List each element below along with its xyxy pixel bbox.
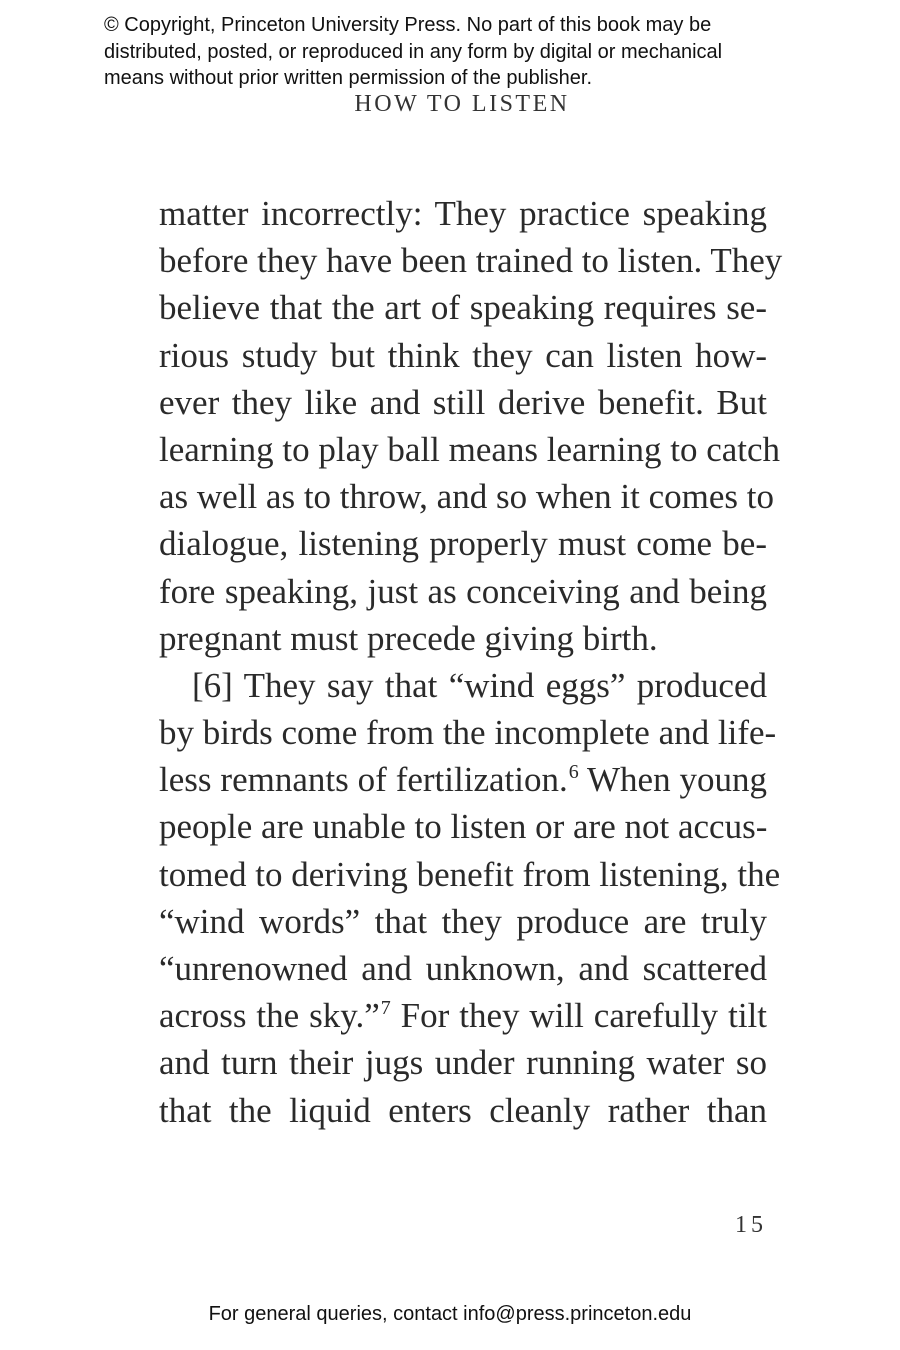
text-line: people are unable to listen or are not accus- [159,807,768,847]
text-line: as well as to throw, and so when it comes to [159,477,774,517]
footer-contact: For general queries, contact info@press.princeton.edu [208,1303,692,1325]
copyright-notice [104,12,824,92]
text-line: dialogue, listening properly must come be- [159,524,767,564]
copyright-line: means without prior written permission of the publisher. [104,67,593,89]
footnote-reference-7[interactable]: 7 [380,997,391,1020]
text-line: [6] They say that “wind eggs” produced [192,665,767,705]
text-line: tomed to deriving benefit from listening, the [159,854,781,894]
text-line: believe that the art of speaking requires se- [159,288,767,328]
text-line: rious study but think they can listen how- [159,335,767,375]
text-segment: For they will carefully tilt [390,996,767,1036]
text-line: pregnant must precede giving birth. [159,618,658,658]
text-line: and turn their jugs under running water so [159,1043,767,1083]
text-line: ever they like and still derive benefit. But [159,382,767,422]
text-line: learning to play ball means learning to catch [159,429,781,469]
text-line [159,992,767,1039]
text-segment: less remnants of fertilization. [159,760,568,800]
text-line: matter incorrectly: They practice speaking [159,194,767,233]
text-line: before they have been trained to listen. They [159,241,783,281]
text-line: “unrenowned and unknown, and scattered [159,949,767,988]
text-segment: When young [578,760,767,800]
text-line: “wind words” that they produce are truly [159,901,767,941]
text-line [159,756,767,803]
text-line: that the liquid enters cleanly rather than [159,1090,767,1130]
running-head: HOW TO LISTEN [354,91,570,117]
text-segment: across the sky.” [159,996,380,1036]
footnote-reference-6[interactable]: 6 [568,761,579,784]
body-text [159,190,783,1134]
page-number: 15 [735,1212,767,1238]
text-line: fore speaking, just as conceiving and being [159,571,767,611]
text-line: by birds come from the incomplete and life- [159,713,777,753]
copyright-line: distributed, posted, or reproduced in any form by digital or mechanical [104,40,723,63]
copyright-line: © Copyright, Princeton University Press. No part of this book may be [104,14,712,36]
